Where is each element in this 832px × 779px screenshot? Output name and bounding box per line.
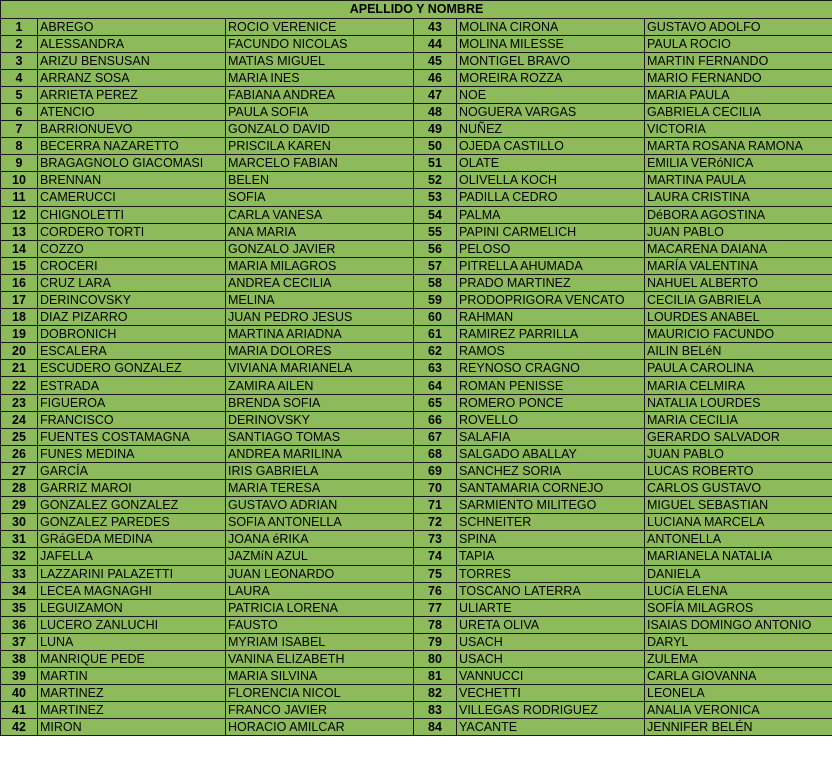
given-name-cell[interactable]: ISAIAS DOMINGO ANTONIO (645, 616, 832, 633)
table-row (1, 35, 832, 52)
given-name-cell[interactable]: NATALIA LOURDES (645, 394, 832, 411)
row-number-cell[interactable]: 81 (414, 668, 457, 685)
given-name-cell[interactable]: JAZMíN AZUL (226, 548, 414, 565)
row-number-cell[interactable]: 1 (1, 18, 38, 35)
given-name-cell[interactable]: FACUNDO NICOLAS (226, 35, 414, 52)
surname-cell[interactable]: GRáGEDA MEDINA (38, 531, 226, 548)
row-number-cell[interactable]: 44 (414, 35, 457, 52)
surname-cell[interactable]: CROCERI (38, 257, 226, 274)
surname-cell[interactable]: SARMIENTO MILITEGO (457, 497, 645, 514)
row-number-cell[interactable]: 74 (414, 548, 457, 565)
surname-cell[interactable]: OLIVELLA KOCH (457, 172, 645, 189)
row-number-cell[interactable]: 42 (1, 719, 38, 736)
given-name-cell[interactable]: SOFIA ANTONELLA (226, 514, 414, 531)
given-name-cell[interactable]: ANA MARIA (226, 223, 414, 240)
table-row (1, 172, 832, 189)
row-number-cell[interactable]: 77 (414, 599, 457, 616)
surname-cell[interactable]: JAFELLA (38, 548, 226, 565)
row-number-cell[interactable]: 2 (1, 35, 38, 52)
given-name-cell[interactable]: JUAN LEONARDO (226, 565, 414, 582)
surname-cell[interactable]: MOLINA MILESSE (457, 35, 645, 52)
surname-cell[interactable]: ESTRADA (38, 377, 226, 394)
table-row (1, 599, 832, 616)
surname-cell[interactable]: YACANTE (457, 719, 645, 736)
given-name-cell[interactable]: MARTIN FERNANDO (645, 52, 832, 69)
row-number-cell[interactable]: 59 (414, 292, 457, 309)
surname-cell[interactable]: LECEA MAGNAGHI (38, 582, 226, 599)
row-number-cell[interactable]: 10 (1, 172, 38, 189)
surname-cell[interactable]: VANNUCCI (457, 668, 645, 685)
table-row (1, 650, 832, 667)
row-number-cell[interactable]: 27 (1, 462, 38, 479)
surname-cell[interactable]: GONZALEZ GONZALEZ (38, 497, 226, 514)
given-name-cell[interactable]: ZULEMA (645, 650, 832, 667)
given-name-cell[interactable]: FRANCO JAVIER (226, 702, 414, 719)
given-name-cell[interactable]: ROCIO VERENICE (226, 18, 414, 35)
table-row (1, 480, 832, 497)
surname-cell[interactable]: FIGUEROA (38, 394, 226, 411)
surname-cell[interactable]: PADILLA CEDRO (457, 189, 645, 206)
row-number-cell[interactable]: 75 (414, 565, 457, 582)
surname-cell[interactable]: ESCALERA (38, 343, 226, 360)
table-row (1, 121, 832, 138)
surname-cell[interactable]: FUNES MEDINA (38, 445, 226, 462)
row-number-cell[interactable]: 34 (1, 582, 38, 599)
row-number-cell[interactable]: 70 (414, 480, 457, 497)
surname-cell[interactable]: URETA OLIVA (457, 616, 645, 633)
row-number-cell[interactable]: 26 (1, 445, 38, 462)
surname-cell[interactable]: PITRELLA AHUMADA (457, 257, 645, 274)
row-number-cell[interactable]: 39 (1, 668, 38, 685)
table-row (1, 326, 832, 343)
table-row (1, 223, 832, 240)
table-row (1, 633, 832, 650)
row-number-cell[interactable]: 57 (414, 257, 457, 274)
row-number-cell[interactable]: 6 (1, 103, 38, 120)
row-number-cell[interactable]: 40 (1, 685, 38, 702)
given-name-cell[interactable]: VANINA ELIZABETH (226, 650, 414, 667)
row-number-cell[interactable]: 68 (414, 445, 457, 462)
row-number-cell[interactable]: 72 (414, 514, 457, 531)
given-name-cell[interactable]: MARIA INES (226, 69, 414, 86)
row-number-cell[interactable]: 13 (1, 223, 38, 240)
given-name-cell[interactable]: SOFÍA MILAGROS (645, 599, 832, 616)
table-row (1, 292, 832, 309)
row-number-cell[interactable]: 33 (1, 565, 38, 582)
given-name-cell[interactable]: CARLOS GUSTAVO (645, 480, 832, 497)
table-row (1, 189, 832, 206)
row-number-cell[interactable]: 22 (1, 377, 38, 394)
row-number-cell[interactable]: 65 (414, 394, 457, 411)
surname-cell[interactable]: VILLEGAS RODRIGUEZ (457, 702, 645, 719)
surname-cell[interactable]: LUNA (38, 633, 226, 650)
surname-cell[interactable]: ARRANZ SOSA (38, 69, 226, 86)
given-name-cell[interactable]: JENNIFER BELÉN (645, 719, 832, 736)
surname-cell[interactable]: ROMAN PENISSE (457, 377, 645, 394)
surname-cell[interactable]: PALMA (457, 206, 645, 223)
row-number-cell[interactable]: 5 (1, 86, 38, 103)
row-number-cell[interactable]: 16 (1, 274, 38, 291)
surname-cell[interactable]: CAMERUCCI (38, 189, 226, 206)
table-row (1, 565, 832, 582)
row-number-cell[interactable]: 36 (1, 616, 38, 633)
surname-cell[interactable]: PRODOPRIGORA VENCATO (457, 292, 645, 309)
given-name-cell[interactable]: GUSTAVO ADOLFO (645, 18, 832, 35)
given-name-cell[interactable]: BELEN (226, 172, 414, 189)
row-number-cell[interactable]: 78 (414, 616, 457, 633)
surname-cell[interactable]: BRENNAN (38, 172, 226, 189)
table-row (1, 445, 832, 462)
row-number-cell[interactable]: 47 (414, 86, 457, 103)
row-number-cell[interactable]: 73 (414, 531, 457, 548)
surname-cell[interactable]: PELOSO (457, 240, 645, 257)
row-number-cell[interactable]: 12 (1, 206, 38, 223)
given-name-cell[interactable]: ANDREA MARILINA (226, 445, 414, 462)
surname-cell[interactable]: FUENTES COSTAMAGNA (38, 428, 226, 445)
row-number-cell[interactable]: 84 (414, 719, 457, 736)
row-number-cell[interactable]: 3 (1, 52, 38, 69)
table-row (1, 616, 832, 633)
table-row (1, 155, 832, 172)
row-number-cell[interactable]: 58 (414, 274, 457, 291)
given-name-cell[interactable]: MARIA TERESA (226, 480, 414, 497)
surname-cell[interactable]: SALAFIA (457, 428, 645, 445)
given-name-cell[interactable]: MIGUEL SEBASTIAN (645, 497, 832, 514)
surname-cell[interactable]: MARTINEZ (38, 702, 226, 719)
row-number-cell[interactable]: 64 (414, 377, 457, 394)
row-number-cell[interactable]: 82 (414, 685, 457, 702)
given-name-cell[interactable]: GUSTAVO ADRIAN (226, 497, 414, 514)
row-number-cell[interactable]: 66 (414, 411, 457, 428)
given-name-cell[interactable]: PRISCILA KAREN (226, 138, 414, 155)
given-name-cell[interactable]: LAURA CRISTINA (645, 189, 832, 206)
surname-cell[interactable]: LUCERO ZANLUCHI (38, 616, 226, 633)
given-name-cell[interactable]: MAURICIO FACUNDO (645, 326, 832, 343)
given-name-cell[interactable]: DERINOVSKY (226, 411, 414, 428)
given-name-cell[interactable]: EMILIA VERóNICA (645, 155, 832, 172)
given-name-cell[interactable]: FABIANA ANDREA (226, 86, 414, 103)
table-row (1, 86, 832, 103)
surname-cell[interactable]: MOLINA CIRONA (457, 18, 645, 35)
surname-cell[interactable]: ABREGO (38, 18, 226, 35)
surname-cell[interactable]: RAMOS (457, 343, 645, 360)
table-row (1, 138, 832, 155)
table-row (1, 702, 832, 719)
table-row (1, 377, 832, 394)
given-name-cell[interactable]: SOFIA (226, 189, 414, 206)
surname-cell[interactable]: DERINCOVSKY (38, 292, 226, 309)
row-number-cell[interactable]: 61 (414, 326, 457, 343)
surname-cell[interactable]: ROVELLO (457, 411, 645, 428)
table-row (1, 52, 832, 69)
row-number-cell[interactable]: 37 (1, 633, 38, 650)
surname-cell[interactable]: SCHNEITER (457, 514, 645, 531)
row-number-cell[interactable]: 53 (414, 189, 457, 206)
table-row (1, 206, 832, 223)
row-number-cell[interactable]: 38 (1, 650, 38, 667)
given-name-cell[interactable]: MYRIAM ISABEL (226, 633, 414, 650)
given-name-cell[interactable]: MARIA CECILIA (645, 411, 832, 428)
row-number-cell[interactable]: 55 (414, 223, 457, 240)
table-row (1, 719, 832, 736)
given-name-cell[interactable]: FLORENCIA NICOL (226, 685, 414, 702)
surname-cell[interactable]: VECHETTI (457, 685, 645, 702)
table-row (1, 548, 832, 565)
surname-cell[interactable]: OJEDA CASTILLO (457, 138, 645, 155)
given-name-cell[interactable]: LAURA (226, 582, 414, 599)
surname-cell[interactable]: ALESSANDRA (38, 35, 226, 52)
row-number-cell[interactable]: 51 (414, 155, 457, 172)
given-name-cell[interactable]: VICTORIA (645, 121, 832, 138)
row-number-cell[interactable]: 54 (414, 206, 457, 223)
given-name-cell[interactable]: JOANA éRIKA (226, 531, 414, 548)
surname-cell[interactable]: LEGUIZAMON (38, 599, 226, 616)
given-name-cell[interactable]: MARIA SILVINA (226, 668, 414, 685)
row-number-cell[interactable]: 15 (1, 257, 38, 274)
row-number-cell[interactable]: 28 (1, 480, 38, 497)
given-name-cell[interactable]: LUCIANA MARCELA (645, 514, 832, 531)
given-name-cell[interactable]: MARIA DOLORES (226, 343, 414, 360)
table-row (1, 514, 832, 531)
surname-cell[interactable]: RAHMAN (457, 309, 645, 326)
surname-cell[interactable]: COZZO (38, 240, 226, 257)
row-number-cell[interactable]: 83 (414, 702, 457, 719)
given-name-cell[interactable]: AILIN BELéN (645, 343, 832, 360)
given-name-cell[interactable]: MARIANELA NATALIA (645, 548, 832, 565)
given-name-cell[interactable]: SANTIAGO TOMAS (226, 428, 414, 445)
row-number-cell[interactable]: 30 (1, 514, 38, 531)
row-number-cell[interactable]: 46 (414, 69, 457, 86)
table-row (1, 257, 832, 274)
surname-cell[interactable]: BRAGAGNOLO GIACOMASI (38, 155, 226, 172)
row-number-cell[interactable]: 9 (1, 155, 38, 172)
surname-cell[interactable]: TORRES (457, 565, 645, 582)
table-row (1, 309, 832, 326)
given-name-cell[interactable]: LUCAS ROBERTO (645, 462, 832, 479)
given-name-cell[interactable]: GABRIELA CECILIA (645, 103, 832, 120)
given-name-cell[interactable]: MATIAS MIGUEL (226, 52, 414, 69)
surname-cell[interactable]: FRANCISCO (38, 411, 226, 428)
given-name-cell[interactable]: NAHUEL ALBERTO (645, 274, 832, 291)
given-name-cell[interactable]: ZAMIRA AILEN (226, 377, 414, 394)
surname-cell[interactable]: PRADO MARTINEZ (457, 274, 645, 291)
given-name-cell[interactable]: ANDREA CECILIA (226, 274, 414, 291)
given-name-cell[interactable]: GERARDO SALVADOR (645, 428, 832, 445)
row-number-cell[interactable]: 25 (1, 428, 38, 445)
row-number-cell[interactable]: 62 (414, 343, 457, 360)
table-title[interactable]: APELLIDO Y NOMBRE (1, 1, 832, 19)
surname-cell[interactable]: SALGADO ABALLAY (457, 445, 645, 462)
header-row (1, 1, 832, 19)
given-name-cell[interactable]: HORACIO AMILCAR (226, 719, 414, 736)
given-name-cell[interactable]: MARTINA PAULA (645, 172, 832, 189)
given-name-cell[interactable]: MACARENA DAIANA (645, 240, 832, 257)
surname-cell[interactable]: USACH (457, 633, 645, 650)
surname-cell[interactable]: USACH (457, 650, 645, 667)
row-number-cell[interactable]: 20 (1, 343, 38, 360)
row-number-cell[interactable]: 23 (1, 394, 38, 411)
given-name-cell[interactable]: DARYL (645, 633, 832, 650)
table-row (1, 411, 832, 428)
given-name-cell[interactable]: ANTONELLA (645, 531, 832, 548)
surname-cell[interactable]: NOE (457, 86, 645, 103)
given-name-cell[interactable]: ANALIA VERONICA (645, 702, 832, 719)
row-number-cell[interactable]: 56 (414, 240, 457, 257)
table-row (1, 685, 832, 702)
surname-cell[interactable]: MARTIN (38, 668, 226, 685)
surname-cell[interactable]: MIRON (38, 719, 226, 736)
given-name-cell[interactable]: IRIS GABRIELA (226, 462, 414, 479)
row-number-cell[interactable]: 18 (1, 309, 38, 326)
row-number-cell[interactable]: 21 (1, 360, 38, 377)
surname-cell[interactable]: BECERRA NAZARETTO (38, 138, 226, 155)
surname-cell[interactable]: GARRIZ MAROI (38, 480, 226, 497)
given-name-cell[interactable]: JUAN PABLO (645, 445, 832, 462)
table-body (1, 18, 832, 736)
given-name-cell[interactable]: VIVIANA MARIANELA (226, 360, 414, 377)
row-number-cell[interactable]: 17 (1, 292, 38, 309)
row-number-cell[interactable]: 80 (414, 650, 457, 667)
surname-cell[interactable]: SANCHEZ SORIA (457, 462, 645, 479)
surname-cell[interactable]: ROMERO PONCE (457, 394, 645, 411)
given-name-cell[interactable]: DéBORA AGOSTINA (645, 206, 832, 223)
given-name-cell[interactable]: LUCíA ELENA (645, 582, 832, 599)
table-row (1, 582, 832, 599)
surname-cell[interactable]: NOGUERA VARGAS (457, 103, 645, 120)
row-number-cell[interactable]: 41 (1, 702, 38, 719)
given-name-cell[interactable]: CARLA VANESA (226, 206, 414, 223)
surname-cell[interactable]: REYNOSO CRAGNO (457, 360, 645, 377)
surname-cell[interactable]: NUÑEZ (457, 121, 645, 138)
surname-cell[interactable]: TAPIA (457, 548, 645, 565)
table-row (1, 69, 832, 86)
row-number-cell[interactable]: 43 (414, 18, 457, 35)
given-name-cell[interactable]: PAULA SOFIA (226, 103, 414, 120)
row-number-cell[interactable]: 52 (414, 172, 457, 189)
table-row (1, 394, 832, 411)
row-number-cell[interactable]: 67 (414, 428, 457, 445)
surname-cell[interactable]: CRUZ LARA (38, 274, 226, 291)
given-name-cell[interactable]: MARIA PAULA (645, 86, 832, 103)
given-name-cell[interactable]: PATRICIA LORENA (226, 599, 414, 616)
given-name-cell[interactable]: JUAN PEDRO JESUS (226, 309, 414, 326)
given-name-cell[interactable]: PAULA CAROLINA (645, 360, 832, 377)
given-name-cell[interactable]: MARCELO FABIAN (226, 155, 414, 172)
row-number-cell[interactable]: 71 (414, 497, 457, 514)
given-name-cell[interactable]: DANIELA (645, 565, 832, 582)
row-number-cell[interactable]: 45 (414, 52, 457, 69)
surname-cell[interactable]: ARIZU BENSUSAN (38, 52, 226, 69)
row-number-cell[interactable]: 31 (1, 531, 38, 548)
row-number-cell[interactable]: 19 (1, 326, 38, 343)
surname-cell[interactable]: ULIARTE (457, 599, 645, 616)
row-number-cell[interactable]: 49 (414, 121, 457, 138)
table-row (1, 103, 832, 120)
row-number-cell[interactable]: 69 (414, 462, 457, 479)
given-name-cell[interactable]: CECILIA GABRIELA (645, 292, 832, 309)
given-name-cell[interactable]: MARIA MILAGROS (226, 257, 414, 274)
row-number-cell[interactable]: 63 (414, 360, 457, 377)
row-number-cell[interactable]: 7 (1, 121, 38, 138)
given-name-cell[interactable]: MARIO FERNANDO (645, 69, 832, 86)
surname-cell[interactable]: MOREIRA ROZZA (457, 69, 645, 86)
surname-cell[interactable]: ESCUDERO GONZALEZ (38, 360, 226, 377)
table-row (1, 531, 832, 548)
surname-cell[interactable]: CHIGNOLETTI (38, 206, 226, 223)
row-number-cell[interactable]: 76 (414, 582, 457, 599)
surname-cell[interactable]: DOBRONICH (38, 326, 226, 343)
table-row (1, 668, 832, 685)
given-name-cell[interactable]: CARLA GIOVANNA (645, 668, 832, 685)
surname-cell[interactable]: ATENCIO (38, 103, 226, 120)
row-number-cell[interactable]: 4 (1, 69, 38, 86)
row-number-cell[interactable]: 24 (1, 411, 38, 428)
given-name-cell[interactable]: LOURDES ANABEL (645, 309, 832, 326)
surname-cell[interactable]: MANRIQUE PEDE (38, 650, 226, 667)
surname-cell[interactable]: PAPINI CARMELICH (457, 223, 645, 240)
surname-cell[interactable]: SPINA (457, 531, 645, 548)
row-number-cell[interactable]: 48 (414, 103, 457, 120)
given-name-cell[interactable]: GONZALO JAVIER (226, 240, 414, 257)
given-name-cell[interactable]: MARTA ROSANA RAMONA (645, 138, 832, 155)
given-name-cell[interactable]: LEONELA (645, 685, 832, 702)
given-name-cell[interactable]: MARIA CELMIRA (645, 377, 832, 394)
table-row (1, 274, 832, 291)
surname-cell[interactable]: MONTIGEL BRAVO (457, 52, 645, 69)
surname-cell[interactable]: ARRIETA PEREZ (38, 86, 226, 103)
table-row (1, 428, 832, 445)
given-name-cell[interactable]: PAULA ROCIO (645, 35, 832, 52)
surname-cell[interactable]: RAMIREZ PARRILLA (457, 326, 645, 343)
table-row (1, 360, 832, 377)
surname-cell[interactable]: BARRIONUEVO (38, 121, 226, 138)
table-row (1, 462, 832, 479)
given-name-cell[interactable]: BRENDA SOFIA (226, 394, 414, 411)
row-number-cell[interactable]: 8 (1, 138, 38, 155)
surname-cell[interactable]: GONZALEZ PAREDES (38, 514, 226, 531)
surname-cell[interactable]: TOSCANO LATERRA (457, 582, 645, 599)
row-number-cell[interactable]: 32 (1, 548, 38, 565)
table-row (1, 18, 832, 35)
row-number-cell[interactable]: 79 (414, 633, 457, 650)
row-number-cell[interactable]: 29 (1, 497, 38, 514)
given-name-cell[interactable]: FAUSTO (226, 616, 414, 633)
surname-cell[interactable]: MARTINEZ (38, 685, 226, 702)
surname-cell[interactable]: LAZZARINI PALAZETTI (38, 565, 226, 582)
row-number-cell[interactable]: 14 (1, 240, 38, 257)
row-number-cell[interactable]: 35 (1, 599, 38, 616)
table-row (1, 497, 832, 514)
table-row (1, 343, 832, 360)
row-number-cell[interactable]: 50 (414, 138, 457, 155)
table-row (1, 240, 832, 257)
given-name-cell[interactable]: JUAN PABLO (645, 223, 832, 240)
surname-cell[interactable]: DIAZ PIZARRO (38, 309, 226, 326)
given-name-cell[interactable]: MARÍA VALENTINA (645, 257, 832, 274)
given-name-cell[interactable]: MARTINA ARIADNA (226, 326, 414, 343)
row-number-cell[interactable]: 60 (414, 309, 457, 326)
given-name-cell[interactable]: GONZALO DAVID (226, 121, 414, 138)
given-name-cell[interactable]: MELINA (226, 292, 414, 309)
surname-cell[interactable]: CORDERO TORTI (38, 223, 226, 240)
surname-cell[interactable]: OLATE (457, 155, 645, 172)
surname-cell[interactable]: SANTAMARIA CORNEJO (457, 480, 645, 497)
surname-cell[interactable]: GARCÍA (38, 462, 226, 479)
row-number-cell[interactable]: 11 (1, 189, 38, 206)
